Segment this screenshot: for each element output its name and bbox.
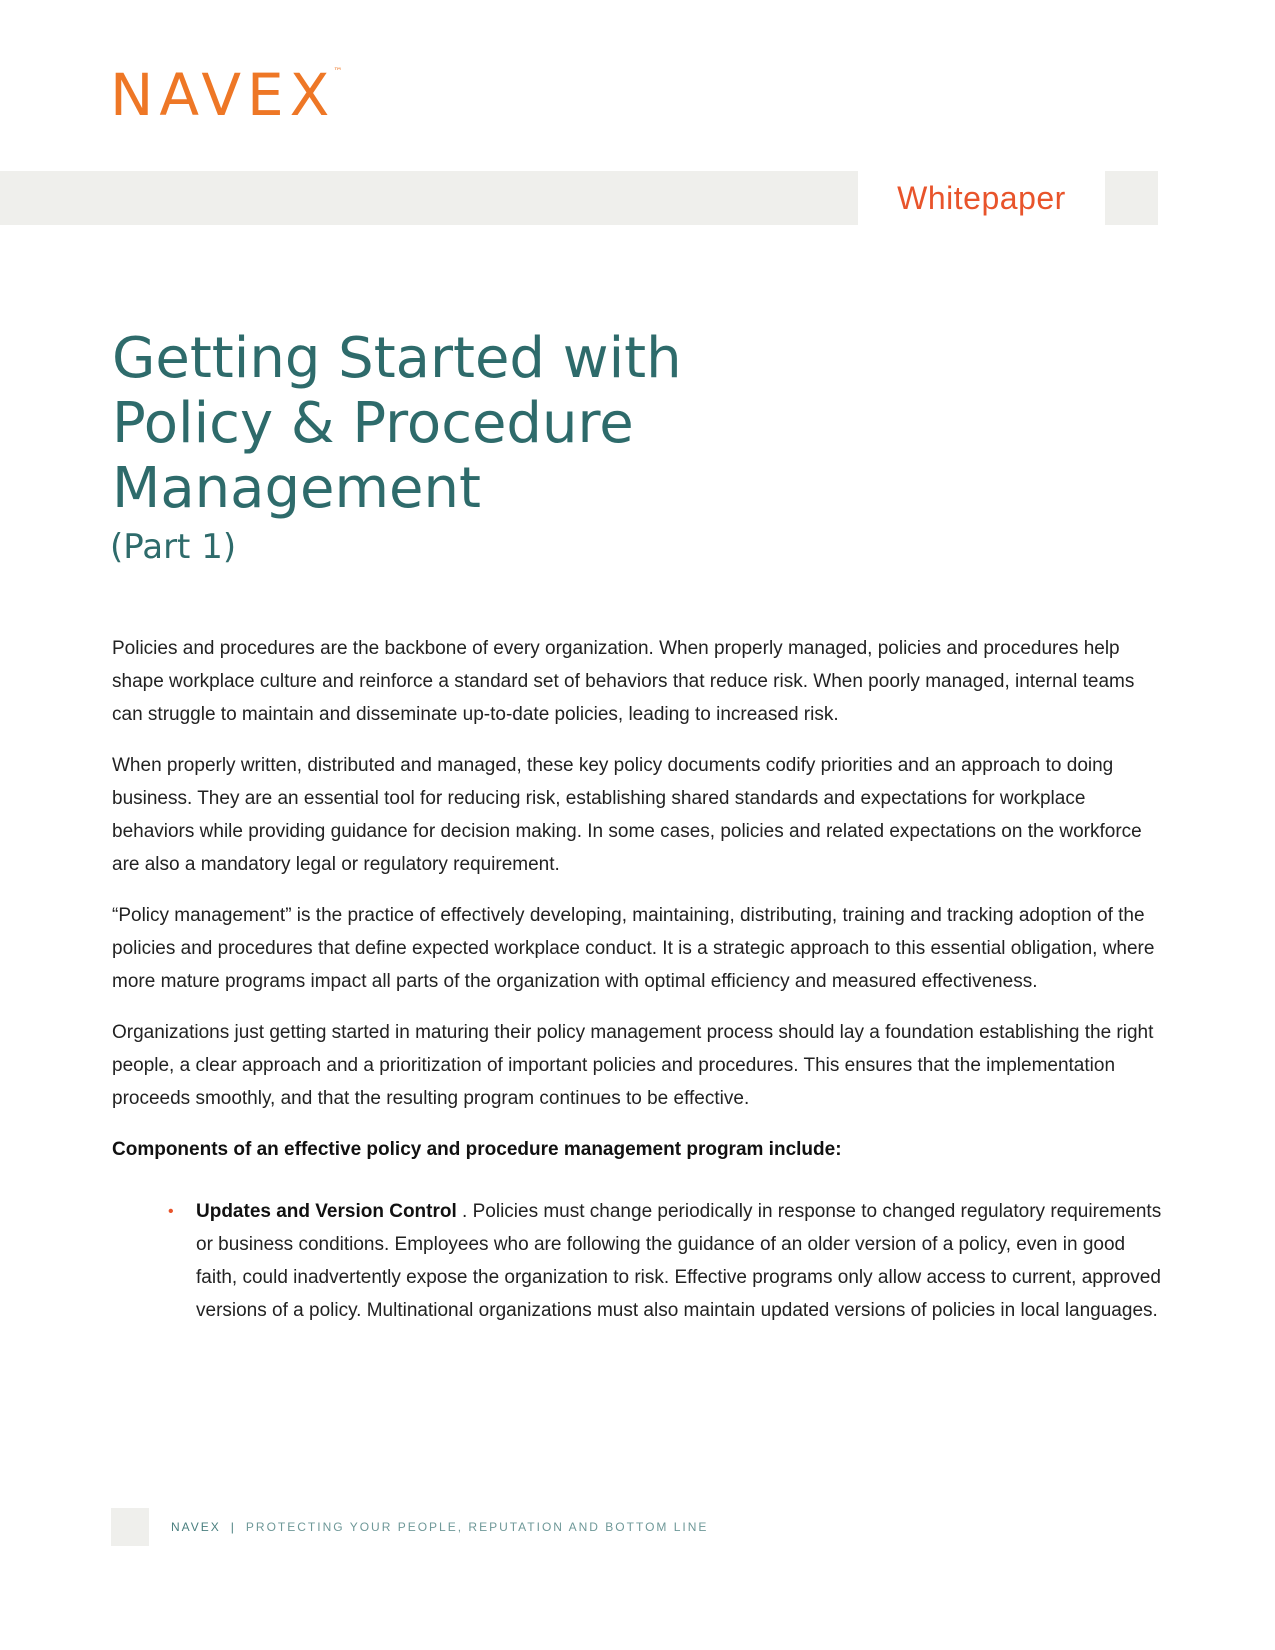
components-heading: Components of an effective policy and procedure management program include: [112, 1139, 842, 1160]
title-line-2: Policy & Procedure [112, 391, 634, 456]
logo-text: NAVEX [110, 61, 336, 129]
list-item-term: Updates and Version Control [196, 1201, 457, 1222]
title-line-3: Management [112, 456, 481, 521]
page-title [112, 326, 812, 521]
footer-brand: NAVEX [171, 1520, 221, 1534]
footer [171, 1520, 708, 1534]
footer-square [111, 1508, 149, 1546]
navex-logo [110, 61, 344, 129]
bullet-icon: • [168, 1203, 174, 1220]
header-band [0, 171, 858, 225]
body-content [112, 632, 1162, 1327]
header-band-end [1105, 171, 1158, 225]
footer-tagline: PROTECTING YOUR PEOPLE, REPUTATION AND BOTTOM LINE [245, 1520, 709, 1534]
list-item [168, 1195, 1162, 1327]
footer-separator: | [230, 1520, 236, 1534]
title-line-1: Getting Started with [112, 326, 682, 391]
paragraph-definition: “Policy management” is the practice of effectively developing, maintaining, distributing, training and tracking adoption of the policies and procedures that define expected workplace conduct. It is a strategic approach to this essential obligation, where more mature programs impact all parts of the organization with optimal efficiency and measured effectiveness. [112, 905, 1155, 992]
trademark-mark: ™ [333, 67, 343, 77]
document-type-label: Whitepaper [897, 179, 1066, 216]
components-list [112, 1195, 1162, 1327]
paragraph-intro: Policies and procedures are the backbone of every organization. When properly managed, policies and procedures help shape workplace culture and reinforce a standard set of behaviors that reduce risk. When poorly managed, internal teams can struggle to maintain and disseminate up-to-date policies, leading to increased risk. [112, 638, 1135, 725]
list-item-text: . Policies must change periodically in response to changed regulatory requirements or business conditions. Employees who are following the guidance of an older version of a policy, even in good faith, could inadvertently expose the organization to risk. Effective programs only allow access to current, approved versions of a policy. Multinational organizations must also maintain updated versions of policies in local languages. [196, 1201, 1162, 1321]
paragraph-purpose: When properly written, distributed and managed, these key policy documents codify priorities and an approach to doing business. They are an essential tool for reducing risk, establishing shared standards and expectations for workplace behaviors while providing guidance for decision making. In some cases, policies and related expectations on the workforce are also a mandatory legal or regulatory requirement. [112, 755, 1142, 875]
page-subtitle: (Part 1) [110, 527, 237, 567]
paragraph-getting-started: Organizations just getting started in maturing their policy management process should lay a foundation establishing the right people, a clear approach and a prioritization of important policies and procedures. This ensures that the implementation proceeds smoothly, and that the resulting program continues to be effective. [112, 1022, 1154, 1109]
